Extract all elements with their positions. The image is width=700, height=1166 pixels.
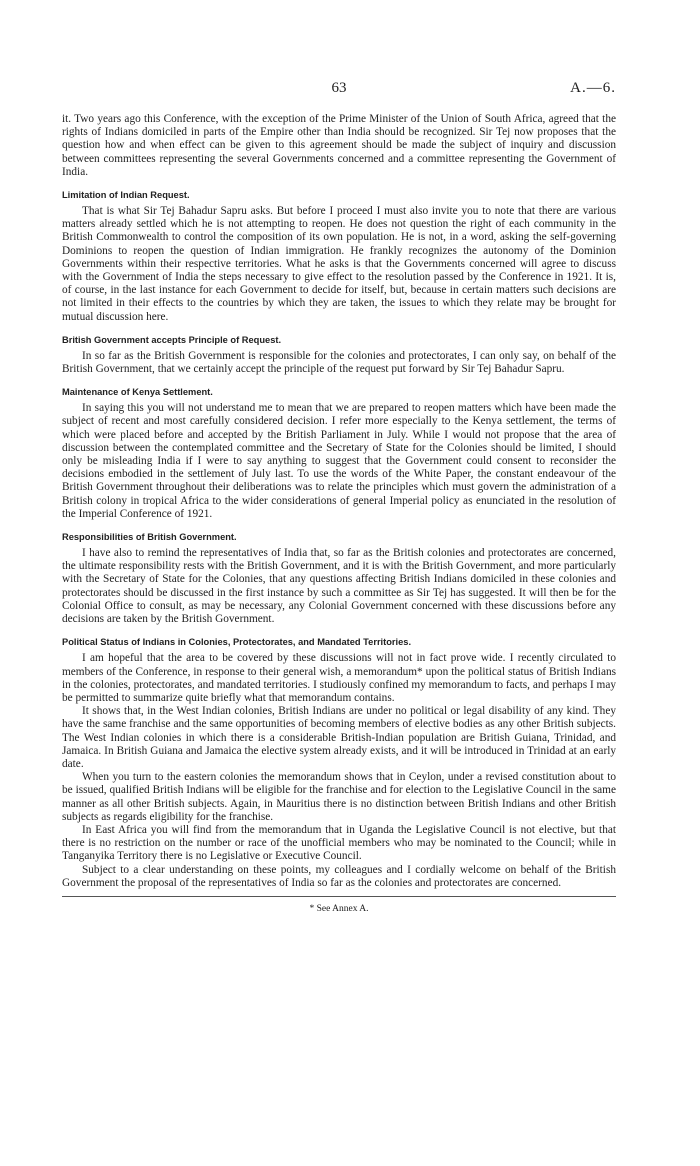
page-header [62, 80, 616, 100]
footnote-divider [62, 896, 616, 897]
page-number: 63 [331, 80, 347, 96]
section-heading-kenya: Maintenance of Kenya Settlement. [62, 387, 213, 398]
section-heading-limitation: Limitation of Indian Request. [62, 190, 190, 201]
document-body [62, 113, 616, 914]
section-paragraph: I am hopeful that the area to be covered by these discussions will not in fact prove wide. I recently circulated to members of the Conference, in response to their general wish, a memorandum* upon the political status of British Indians in the colonies, protectorates, and mandated territories. I studiously confined my memorandum to facts, and perhaps I may be permitted to summarize quite briefly what that memorandum contains. [62, 652, 616, 704]
footnote: * See Annex A. [309, 903, 369, 914]
section-paragraph: In saying this you will not understand me to mean that we are prepared to reopen matters which have been made the subject of recent and most carefully considered decision. I refer more especially to the Kenya settlement, the terms of which were placed before and accepted by the British Parliament in July. While I would not propose that the area of discussion between the contemplated committee and the Secretary of State for the Colonies should be limited, I should only be misleading India if I were to say anything to suggest that the Government could consent to reconsider the decisions embodied in the settlement of July last. To use the words of the White Paper, the constant endeavour of the British Government throughout their deliberations was to relate the principles which must govern the administration of a British colony in tropical Africa to the wider considerations of general Imperial policy as enunciated in the resolution of the Imperial Conference of 1921. [62, 402, 616, 520]
section-paragraph: That is what Sir Tej Bahadur Sapru asks. But before I proceed I must also invite you to note that there are various matters already settled which he is not attempting to reopen. He does not question the right of each community in the British Commonwealth to control the composition of its own population. He is not, in a word, asking the self-governing Dominions to reopen the question of Indian immigration. He frankly recognizes the autonomy of the Dominion Governments within their respective territories. What he asks is that the Governments concerned will agree to discuss with the Government of India the steps necessary to give effect to the resolution passed by the Conference in 1921. It is, of course, in the last instance for each Government to decide for itself, but, because in certain matters such decisions are not limited in their effects to the countries by which they are taken, the issues to which they relate may be brought for mutual discussion here. [62, 205, 616, 323]
document-reference: A.—6. [570, 80, 616, 96]
section-paragraph: When you turn to the eastern colonies the memorandum shows that in Ceylon, under a revised constitution about to be issued, qualified British Indians will be eligible for the franchise and for election to the Legislative Council in the same manner as all other British subjects. Again, in Mauritius there is no distinction between British Indians and other British subjects as regards eligibility for the franchise. [62, 771, 616, 823]
section-paragraph: In East Africa you will find from the memorandum that in Uganda the Legislative Council is not elective, but that there is no restriction on the number or race of the unofficial members who may be nominated to the Council; while in Tanganyika Territory there is no Legislative or Executive Council. [62, 823, 616, 863]
section-paragraph: Subject to a clear understanding on these points, my colleagues and I cordially welcome on behalf of the British Government the proposal of the representatives of India so far as the colonies and protectorates are concerned. [62, 863, 616, 889]
section-paragraph: I have also to remind the representatives of India that, so far as the British colonies and protectorates are concerned, the ultimate responsibility rests with the British Government, and it is with the British Government, and more particularly with the Secretary of State for the Colonies, that any questions affecting British Indians domiciled in these colonies and protectorates should be discussed in the first instance by such a committee as Sir Tej has suggested. It will then be for the Colonial Office to consult, as may be necessary, any Colonial Government concerned with these discussions before any decisions are taken by the British Government. [62, 547, 616, 626]
section-paragraph: It shows that, in the West Indian colonies, British Indians are under no political or legal disability of any kind. They have the same franchise and the same opportunities of becoming members of elective bodies as any other British subjects. The West Indian colonies in which there is a considerable British-Indian population are British Guiana, Trinidad, and Jamaica. In British Guiana and Jamaica the elective system already exists, and it will be introduced in Trinidad at an early date. [62, 705, 616, 770]
opening-paragraph: it. Two years ago this Conference, with the exception of the Prime Minister of the Union of South Africa, agreed that the rights of Indians domiciled in parts of the Empire other than India should be recognized. Sir Tej now proposes that the question how and when effect can be given to this agreement should be made the subject of inquiry and discussion between committees representing the several Governments concerned and a committee representing the Government of India. [62, 113, 616, 178]
section-heading-political-status: Political Status of Indians in Colonies, Protectorates, and Mandated Territories. [62, 637, 412, 648]
section-heading-principle: British Government accepts Principle of Request. [62, 334, 282, 345]
section-paragraph: In so far as the British Government is responsible for the colonies and protectorates, I can only say, on behalf of the British Government, that we certainly accept the principle of the request put forward by Sir Tej Bahadur Sapru. [62, 349, 616, 376]
section-heading-responsibilities: Responsibilities of British Government. [62, 532, 237, 543]
